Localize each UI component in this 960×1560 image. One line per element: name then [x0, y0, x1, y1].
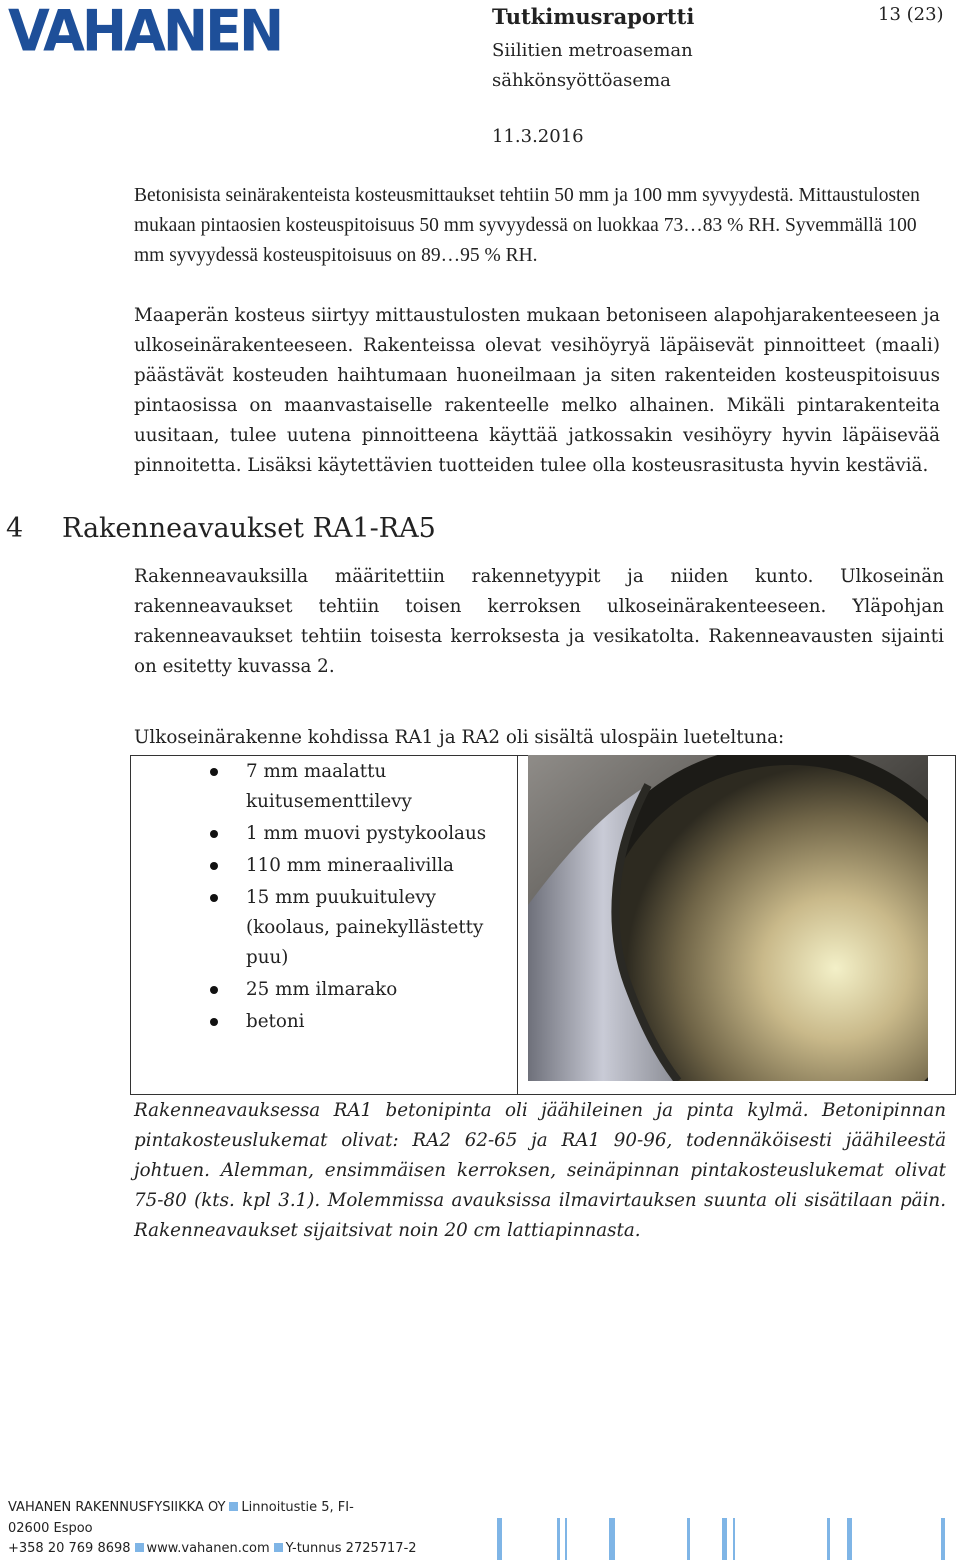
page-number: 13 (23) — [878, 4, 944, 25]
footer-bar — [565, 1518, 567, 1560]
layer-list — [210, 757, 510, 1039]
footer-address: Linnoitustie 5, FI- — [241, 1500, 354, 1515]
layer-item: 1 mm muovi pystykoolaus — [210, 819, 510, 849]
layer-item: 25 mm ilmarako — [210, 975, 510, 1005]
structure-intro: Ulkoseinärakenne kohdissa RA1 ja RA2 oli sisältä ulospäin lueteltuna: — [134, 727, 785, 748]
section-number: 4 — [6, 513, 24, 544]
paragraph-moisture-measurements: Betonisista seinärakenteista kosteusmittaukset tehtiin 50 mm ja 100 mm syvyydestä. Mittaustulosten mukaan pintaosien kosteuspitoisuus 50 mm syvyydessä on luokkaa 73…83 % RH. Syvemmällä 100 mm syvyydessä kosteuspitoisuus on 89…95 % RH. — [134, 185, 920, 266]
footer-postal: 02600 Espoo — [8, 1521, 93, 1536]
paragraph-openings: Rakenneavauksilla määritettiin rakennetyypit ja niiden kunto. Ulkoseinän rakenneavaukset tehtiin toisen kerroksen ulkoseinärakenteeseen. Yläpohjan rakenneavaukset tehtiin toisesta kerroksesta ja vesikatolta. Rakenneavausten sijainti on esitetty kuvassa 2. — [134, 566, 944, 677]
company-logo — [8, 0, 288, 65]
layer-item: 110 mm mineraalivilla — [210, 851, 510, 881]
layer-item: betoni — [210, 1007, 510, 1037]
section-heading — [6, 513, 436, 544]
footer-bar — [827, 1518, 830, 1560]
footer-square-icon — [274, 1543, 283, 1552]
footer-company: VAHANEN RAKENNUSFYSIIKKA OY — [8, 1500, 226, 1515]
layer-item: 7 mm maalattu kuitusementtilevy — [210, 757, 510, 817]
footer-line-1 — [8, 1500, 354, 1515]
section-title: Rakenneavaukset RA1-RA5 — [62, 513, 436, 544]
opening-caption: Rakenneavauksessa RA1 betonipinta oli jäähileinen ja pinta kylmä. Betonipinnan pintakosteuslukemat olivat: RA2 62-65 ja RA1 90-96, todennäköisesti jäähileestä johtuen. Alemman, ensimmäisen kerroksen, seinäpinnan pintakosteuslukemat olivat 75-80 (kts. kpl 3.1). Molemmissa avauksissa ilmavirtauksen suunta oli sisätilaan päin. Rakenneavaukset sijaitsivat noin 20 cm lattiapinnasta. — [134, 1100, 946, 1241]
footer-line-2 — [8, 1521, 93, 1536]
subtitle-line-1: Siilitien metroaseman — [492, 40, 693, 61]
subtitle-line-2: sähkönsyöttöasema — [492, 70, 671, 91]
footer-bar — [941, 1518, 945, 1560]
footer-decorative-bars — [497, 1518, 957, 1560]
footer-web[interactable]: www.vahanen.com — [146, 1541, 270, 1556]
footer-bar — [687, 1518, 690, 1560]
footer-bar — [722, 1518, 727, 1560]
footer-square-icon — [135, 1543, 144, 1552]
footer-square-icon — [229, 1502, 238, 1511]
footer-bar — [557, 1518, 560, 1560]
footer-bar — [497, 1518, 502, 1560]
footer-bar — [609, 1518, 615, 1560]
table-divider — [517, 755, 518, 1095]
footer-bar — [733, 1518, 735, 1560]
footer-phone: +358 20 769 8698 — [8, 1541, 131, 1556]
report-type: Tutkimusraportti — [492, 4, 695, 29]
structure-opening-photo — [528, 755, 928, 1081]
footer-line-3 — [8, 1541, 417, 1556]
report-date: 11.3.2016 — [492, 126, 584, 147]
footer-bar — [847, 1518, 852, 1560]
paragraph-soil-moisture: Maaperän kosteus siirtyy mittaustulosten mukaan betoniseen alapohjarakenteeseen ja ulkoseinärakenteeseen. Rakenteissa olevat vesihöyryä läpäisevät pinnoitteet (maali) päästävät kosteuden haihtumaan huoneilmaan ja siten rakenteiden kosteuspitoisuus pintaosissa on maanvastaiselle rakenteelle melko alhainen. Mikäli pintarakenteita uusitaan, tulee uutena pinnoitteena käyttää jatkossakin vesihöyry hyvin läpäisevää pinnoitetta. Lisäksi käytettävien tuotteiden tulee olla kosteusrasitusta hyvin kestäviä. — [134, 305, 940, 476]
report-subtitle — [492, 36, 732, 96]
logo-text: VAHANEN — [8, 0, 282, 65]
footer-business-id: Y-tunnus 2725717-2 — [285, 1541, 417, 1556]
layer-item: 15 mm puukuitulevy (koolaus, painekyllästetty puu) — [210, 883, 510, 973]
